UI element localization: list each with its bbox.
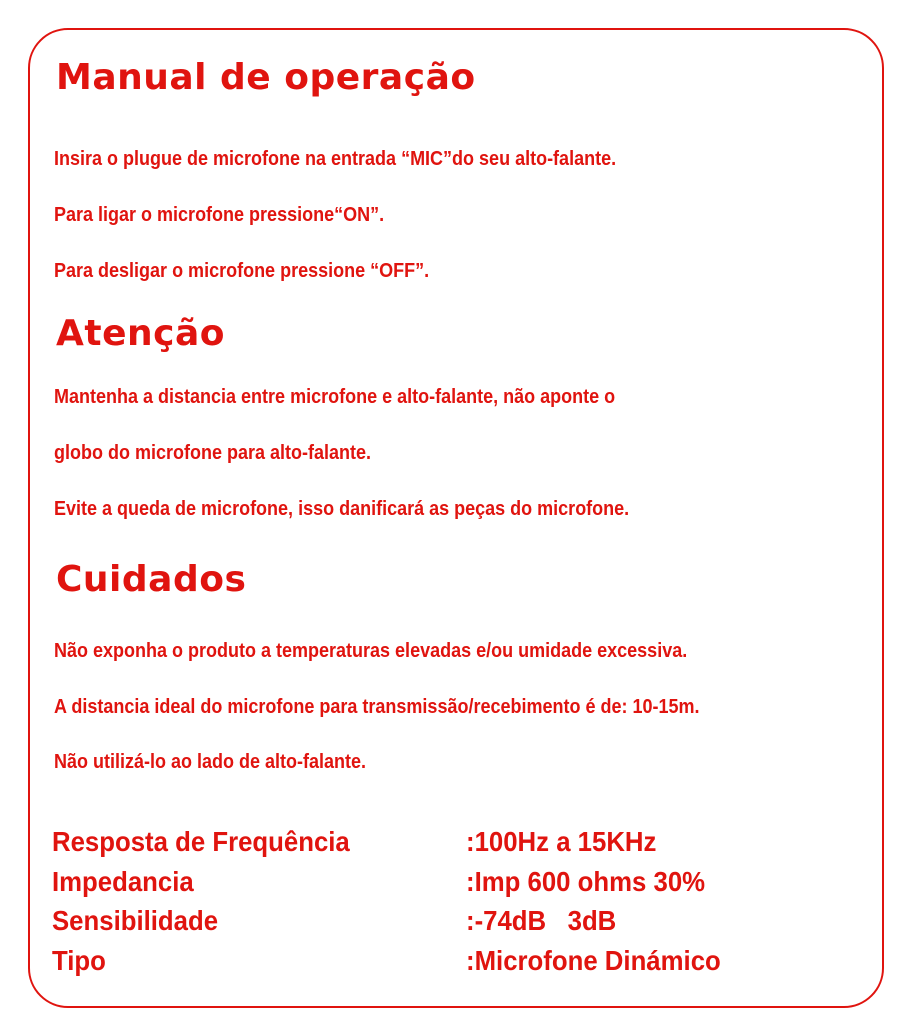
spec-value-sensitivity: :-74dB 3dB — [466, 905, 617, 936]
intro-line-1: Insira o plugue de microfone na entrada “MIC”do seu alto-falante. — [54, 148, 617, 170]
spec-label-sensitivity: Sensibilidade — [52, 905, 219, 936]
spec-value-frequency: :100Hz a 15KHz — [466, 826, 657, 857]
spec-label-impedance: Impedancia — [52, 866, 194, 897]
care-line-2: A distancia ideal do microfone para transmissão/recebimento é de: 10-15m. — [54, 696, 700, 718]
spec-value-type: :Microfone Dinámico — [466, 945, 721, 976]
intro-line-2: Para ligar o microfone pressione“ON”. — [54, 204, 385, 226]
care-line-1: Não exponha o produto a temperaturas elevadas e/ou umidade excessiva. — [54, 640, 688, 662]
attention-line-1: Mantenha a distancia entre microfone e alto-falante, não aponte o — [54, 386, 616, 408]
care-title: Cuidados — [56, 559, 247, 600]
spec-label-frequency: Resposta de Frequência — [52, 826, 350, 857]
care-line-3: Não utilizá-lo ao lado de alto-falante. — [54, 751, 367, 773]
attention-line-3: Evite a queda de microfone, isso danificará as peças do microfone. — [54, 498, 630, 520]
spec-label-type: Tipo — [52, 945, 106, 976]
intro-line-3: Para desligar o microfone pressione “OFF”. — [54, 260, 430, 282]
attention-line-2: globo do microfone para alto-falante. — [54, 442, 372, 464]
attention-title: Atenção — [56, 313, 225, 354]
spec-value-impedance: :Imp 600 ohms 30% — [466, 866, 706, 897]
manual-title: Manual de operação — [56, 57, 476, 98]
